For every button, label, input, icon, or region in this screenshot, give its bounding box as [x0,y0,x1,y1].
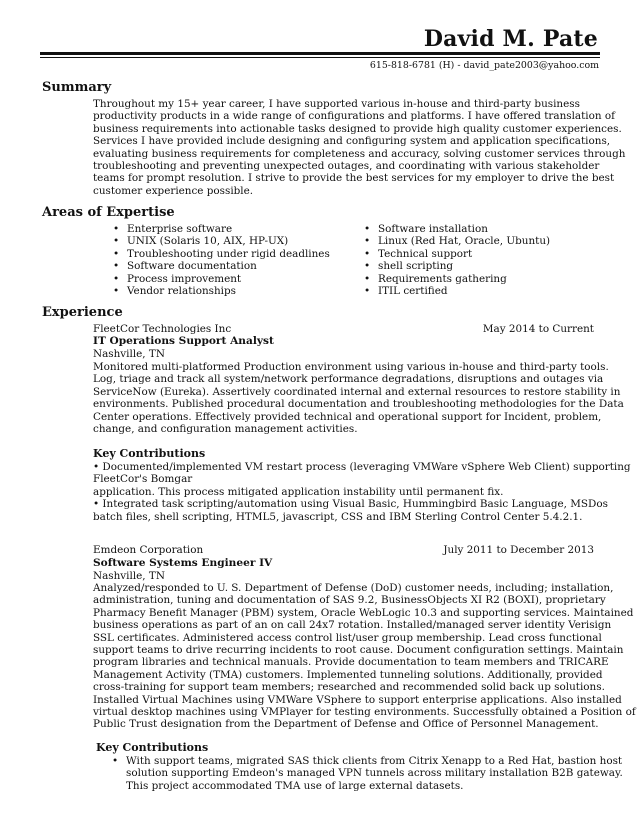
summary-line: teams for prompt resolution. I strive to provide the best services for my employer to drive the best [93,172,615,185]
header-rule-thick [40,52,600,55]
job-dates: May 2014 to Current [482,323,594,335]
description-line: environments. Published procedural documentation and troubleshooting methodologies for the Data [93,398,624,411]
description-line: program libraries and technical manuals. Provide documentation to team members and TRICARE [93,656,609,669]
expertise-item: • ITIL certified [364,285,550,297]
candidate-name: David M. Pate [423,26,598,52]
summary-heading: Summary [42,80,112,95]
company-name: FleetCor Technologies Inc [93,323,232,335]
experience-heading: Experience [42,305,123,320]
contribution-line: solution supporting Emdeon's managed VPN tunnels across military installation B2B gateway. [126,767,623,780]
job-location: Nashville, TN [93,348,165,360]
job-description [93,582,636,731]
key-contribution-bullet [112,755,623,792]
expertise-item: • Troubleshooting under rigid deadlines [113,248,330,260]
expertise-item: • Requirements gathering [364,273,550,285]
header-rule-thin [40,57,600,58]
summary-line: Services I have provided include designing and configuring system and application specifications, [93,135,611,148]
key-contributions-heading: Key Contributions [96,741,209,754]
summary-text [93,98,626,197]
job-header [93,323,594,335]
description-line: change, and configuration management activities. [93,423,358,436]
description-line: Center operations. Effectively provided technical and operational support for Incident, problem, [93,410,602,423]
expertise-item: • Linux (Red Hat, Oracle, Ubuntu) [364,235,550,247]
job-header [93,544,594,556]
expertise-list-left [113,223,330,297]
company-name: Emdeon Corporation [93,544,204,556]
expertise-item: • UNIX (Solaris 10, AIX, HP-UX) [113,235,330,247]
description-line: Pharmacy Benefit Manager (PBM) system, Oracle WebLogic 10.3 and supporting services. Maintained [93,606,634,619]
description-line: Monitored multi-platformed Production environment using various in-house and third-party tools. [93,361,609,373]
description-line: Installed Virtual Machines using VMWare VSphere to support enterprise applications. Also installed [93,693,622,706]
summary-line: productivity products in a wide range of configurations and platforms. I have offered translation of [93,110,615,123]
description-line: ServiceNow (Eureka). Assertively coordinated internal and external resources to restore stability in [93,385,621,398]
contribution-line: • Integrated task scripting/automation using Visual Basic, Hummingbird Basic Language, MSDos [93,498,608,511]
summary-line: evaluating business requirements for completeness and accuracy, solving customer services through [93,147,626,160]
job-title: Software Systems Engineer IV [93,557,273,569]
bullet-icon: • [112,755,119,767]
job-description [93,361,624,436]
expertise-item: • Enterprise software [113,223,330,235]
job-title: IT Operations Support Analyst [93,335,274,347]
summary-line: business requirements into actionable tasks designed to provide high quality customer experiences. [93,122,622,135]
summary-line: Throughout my 15+ year career, I have supported various in-house and third-party business [93,98,580,110]
contribution-line: FleetCor's Bomgar [93,473,193,486]
summary-line: customer experience possible. [93,184,254,197]
expertise-list-right [364,223,550,297]
expertise-item: • shell scripting [364,260,550,272]
description-line: virtual desktop machines using VMPlayer for testing environments. Successfully obtained a Position of [93,706,636,719]
description-line: Analyzed/responded to U. S. Department of Defense (DoD) customer needs, including; installation, [93,582,614,594]
job-dates: July 2011 to December 2013 [443,544,594,556]
contribution-line: This project accommodated TMA use of large external datasets. [126,779,464,792]
description-line: Management Activity (TMA) customers. Implemented tunneling solutions. Additionally, provided [93,668,603,681]
description-line: administration, tuning and documentation of SAS 9.2, BusinessObjects XI R2 (BOXI), proprietary [93,594,606,607]
expertise-item: • Software documentation [113,260,330,272]
description-line: support teams to drive recurring incidents to root cause. Document configuration settings. Maintain [93,644,624,657]
key-contributions-heading: Key Contributions [93,447,206,460]
contribution-line: • Documented/implemented VM restart process (leveraging VMWare vSphere Web Client) supporting [93,461,631,473]
contribution-line: application. This process mitigated application instability until permanent fix. [93,485,504,498]
key-contributions-text [93,461,631,523]
description-line: cross-training for support team members; researched and recommended solid back up solutions. [93,681,605,694]
summary-line: troubleshooting and preventing unexpected outages, and coordinating with various stakeholder [93,160,600,173]
contact-info: 615-818-6781 (H) - david_pate2003@yahoo.com [369,60,599,71]
expertise-item: • Vendor relationships [113,285,330,297]
expertise-item: • Software installation [364,223,550,235]
expertise-item: • Technical support [364,248,550,260]
description-line: Public Trust designation from the Department of Defense and Office of Personnel Management. [93,718,599,731]
expertise-item: • Process improvement [113,273,330,285]
description-line: SSL certificates. Administered access control list/user group membership. Lead cross functional [93,631,602,644]
contribution-line: With support teams, migrated SAS thick clients from Citrix Xenapp to a Red Hat, bastion host [126,755,623,767]
description-line: Log, triage and track all system/network performance degradations, disruptions and outages via [93,373,604,386]
expertise-heading: Areas of Expertise [42,205,175,220]
contribution-line: batch files, shell scripting, HTML5, javascript, CSS and IBM Sterling Control Center 5.4.2.1. [93,510,583,523]
description-line: business operations as part of an on call 24x7 rotation. Installed/managed server identity Verisign [93,619,612,632]
job-location: Nashville, TN [93,570,165,582]
